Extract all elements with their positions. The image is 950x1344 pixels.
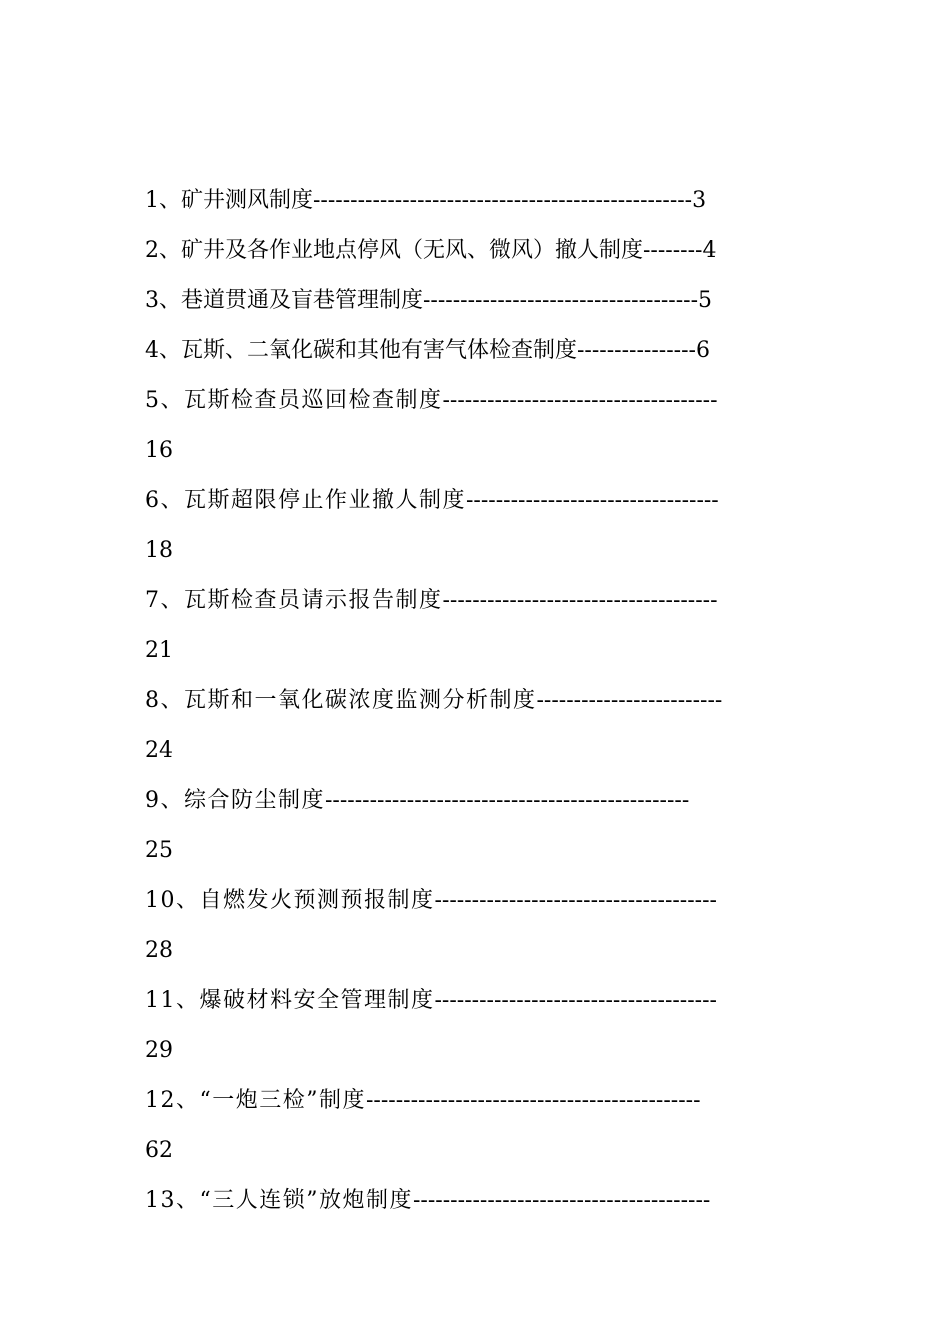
toc-entry-2 [145, 226, 807, 276]
toc-leader: ------------------------------------------------- [325, 788, 690, 813]
toc-page-number: 3 [692, 188, 707, 213]
toc-entry-title: 2、矿井及各作业地点停风（无风、微风）撤人制度 [145, 238, 643, 263]
toc-page-number-line [145, 626, 807, 676]
toc-leader: ---------------------------------------- [413, 1188, 711, 1213]
toc-page-number: 24 [145, 738, 173, 763]
toc-entry-title: 10、自燃发火预测预报制度 [145, 888, 435, 913]
toc-entry-title: 4、瓦斯、二氧化碳和其他有害气体检查制度 [145, 338, 577, 363]
toc-leader: ---------------------------------- [466, 488, 719, 513]
toc-page-number-line [145, 726, 807, 776]
toc-entry-title: 11、爆破材料安全管理制度 [145, 988, 435, 1013]
toc-page-number-line [145, 426, 807, 476]
toc-page-number: 28 [145, 938, 173, 963]
toc-page-number: 29 [145, 1038, 173, 1063]
toc-entry-title: 5、瓦斯检查员巡回检查制度 [145, 388, 443, 413]
toc-entry-8 [145, 676, 807, 726]
toc-entry-4 [145, 326, 807, 376]
toc-page-number: 62 [145, 1138, 173, 1163]
toc-entry-title: 12、“一炮三检”制度 [145, 1088, 366, 1113]
toc-page-number-line [145, 1126, 807, 1176]
toc-page-number: 18 [145, 538, 173, 563]
toc-page-number-line [145, 926, 807, 976]
toc-leader: ---------------- [577, 338, 696, 363]
toc-page-number: 16 [145, 438, 173, 463]
toc-leader: ------------------------------------- [442, 388, 718, 413]
toc-entry-5 [145, 376, 807, 426]
toc-entry-title: 7、瓦斯检查员请示报告制度 [145, 588, 443, 613]
toc-entry-10 [145, 876, 807, 926]
toc-entry-12 [145, 1076, 807, 1126]
toc-entry-1 [145, 176, 807, 226]
toc-leader: ------------------------------------- [442, 588, 718, 613]
toc-page-number-line [145, 1026, 807, 1076]
toc-entry-3 [145, 276, 807, 326]
toc-entry-title: 3、巷道贯通及盲巷管理制度 [145, 288, 423, 313]
toc-page-number: 5 [698, 288, 713, 313]
toc-leader: -------------------------------------- [434, 988, 717, 1013]
table-of-contents [145, 176, 807, 1226]
toc-entry-13 [145, 1176, 807, 1226]
toc-entry-title: 13、“三人连锁”放炮制度 [145, 1188, 413, 1213]
toc-entry-9 [145, 776, 807, 826]
toc-entry-title: 8、瓦斯和一氧化碳浓度监测分析制度 [145, 688, 537, 713]
toc-entry-title: 1、矿井测风制度 [145, 188, 313, 213]
toc-leader: ------------------------- [536, 688, 723, 713]
toc-leader: ------------------------------------- [423, 288, 699, 313]
toc-page-number: 21 [145, 638, 173, 663]
toc-entry-title: 9、综合防尘制度 [145, 788, 325, 813]
toc-page-number-line [145, 526, 807, 576]
toc-leader: --------------------------------------------------- [313, 188, 693, 213]
toc-leader: --------------------------------------------- [366, 1088, 701, 1113]
toc-entry-11 [145, 976, 807, 1026]
toc-page-number: 4 [702, 238, 717, 263]
toc-entry-7 [145, 576, 807, 626]
toc-leader: -------- [643, 238, 703, 263]
toc-page-number: 6 [695, 338, 710, 363]
toc-leader: -------------------------------------- [434, 888, 717, 913]
toc-page-number: 25 [145, 838, 173, 863]
toc-entry-title: 6、瓦斯超限停止作业撤人制度 [145, 488, 466, 513]
toc-page-number-line [145, 826, 807, 876]
toc-entry-6 [145, 476, 807, 526]
